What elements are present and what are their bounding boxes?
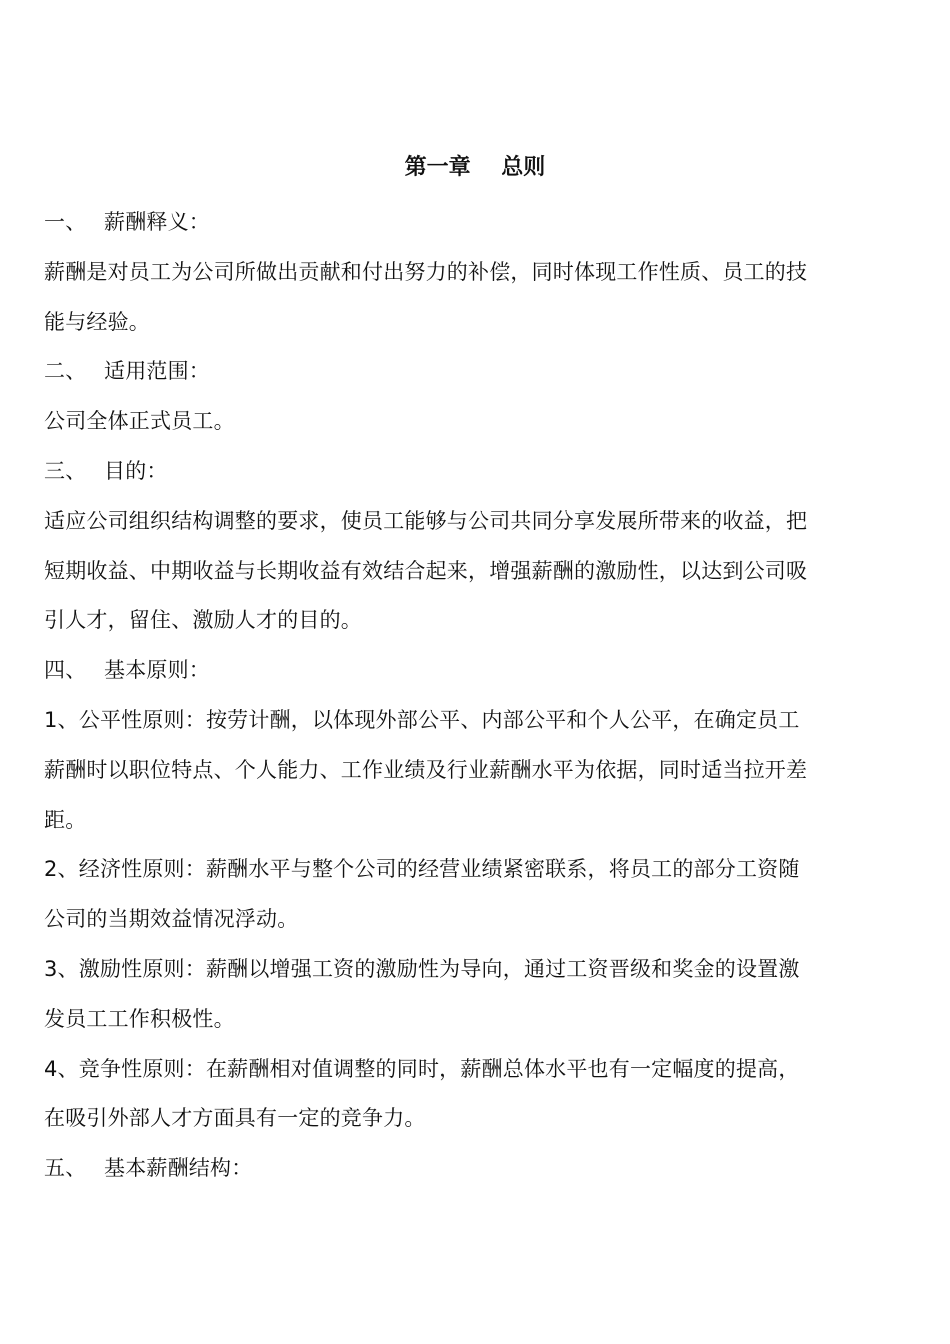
- paragraph-line: 公司全体正式员工。: [44, 409, 235, 434]
- list-item-line: 公司的当期效益情况浮动。: [44, 907, 299, 932]
- section-title: 基本薪酬结构：: [104, 1156, 253, 1181]
- paragraph-line: 引人才，留住、激励人才的目的。: [44, 608, 362, 633]
- list-item-line: 距。: [44, 807, 87, 832]
- paragraph-line: 适应公司组织结构调整的要求，使员工能够与公司共同分享发展所带来的收益，把: [44, 508, 808, 533]
- section-title: 基本原则：: [104, 658, 210, 683]
- list-item-line: 发员工工作积极性。: [44, 1006, 235, 1031]
- section-number: 二、: [44, 359, 87, 384]
- section-heading-4: [44, 646, 910, 696]
- list-item-line: 在吸引外部人才方面具有一定的竞争力。: [44, 1106, 426, 1131]
- section-heading-1: [44, 198, 910, 248]
- document-body: [44, 198, 910, 1194]
- list-item-line: 3、激励性原则：薪酬以增强工资的激励性为导向，通过工资晋级和奖金的设置激: [44, 956, 800, 981]
- list-item-line: 4、竞争性原则：在薪酬相对值调整的同时，薪酬总体水平也有一定幅度的提高，: [44, 1056, 800, 1081]
- paragraph-line: 薪酬是对员工为公司所做出贡献和付出努力的补偿，同时体现工作性质、员工的技: [44, 259, 808, 284]
- section-heading-2: [44, 347, 910, 397]
- paragraph-line: 短期收益、中期收益与长期收益有效结合起来，增强薪酬的激励性，以达到公司吸: [44, 558, 808, 583]
- list-item-line: 2、经济性原则：薪酬水平与整个公司的经营业绩紧密联系，将员工的部分工资随: [44, 857, 800, 882]
- section-heading-3: [44, 447, 910, 497]
- chapter-title: 第一章 总则: [404, 155, 546, 180]
- section-number: 四、: [44, 658, 87, 683]
- section-number: 一、: [44, 210, 87, 234]
- list-item-line: 薪酬时以职位特点、个人能力、工作业绩及行业薪酬水平为依据，同时适当拉开差: [44, 757, 808, 782]
- section-title: 目的：: [104, 458, 168, 483]
- section-title: 适用范围：: [104, 359, 210, 384]
- list-item-line: 1、公平性原则：按劳计酬，以体现外部公平、内部公平和个人公平，在确定员工: [44, 707, 800, 732]
- section-number: 三、: [44, 458, 87, 483]
- section-title: 薪酬释义：: [104, 210, 210, 234]
- section-number: 五、: [44, 1156, 87, 1181]
- paragraph-line: 能与经验。: [44, 309, 150, 334]
- section-heading-5: [44, 1144, 910, 1194]
